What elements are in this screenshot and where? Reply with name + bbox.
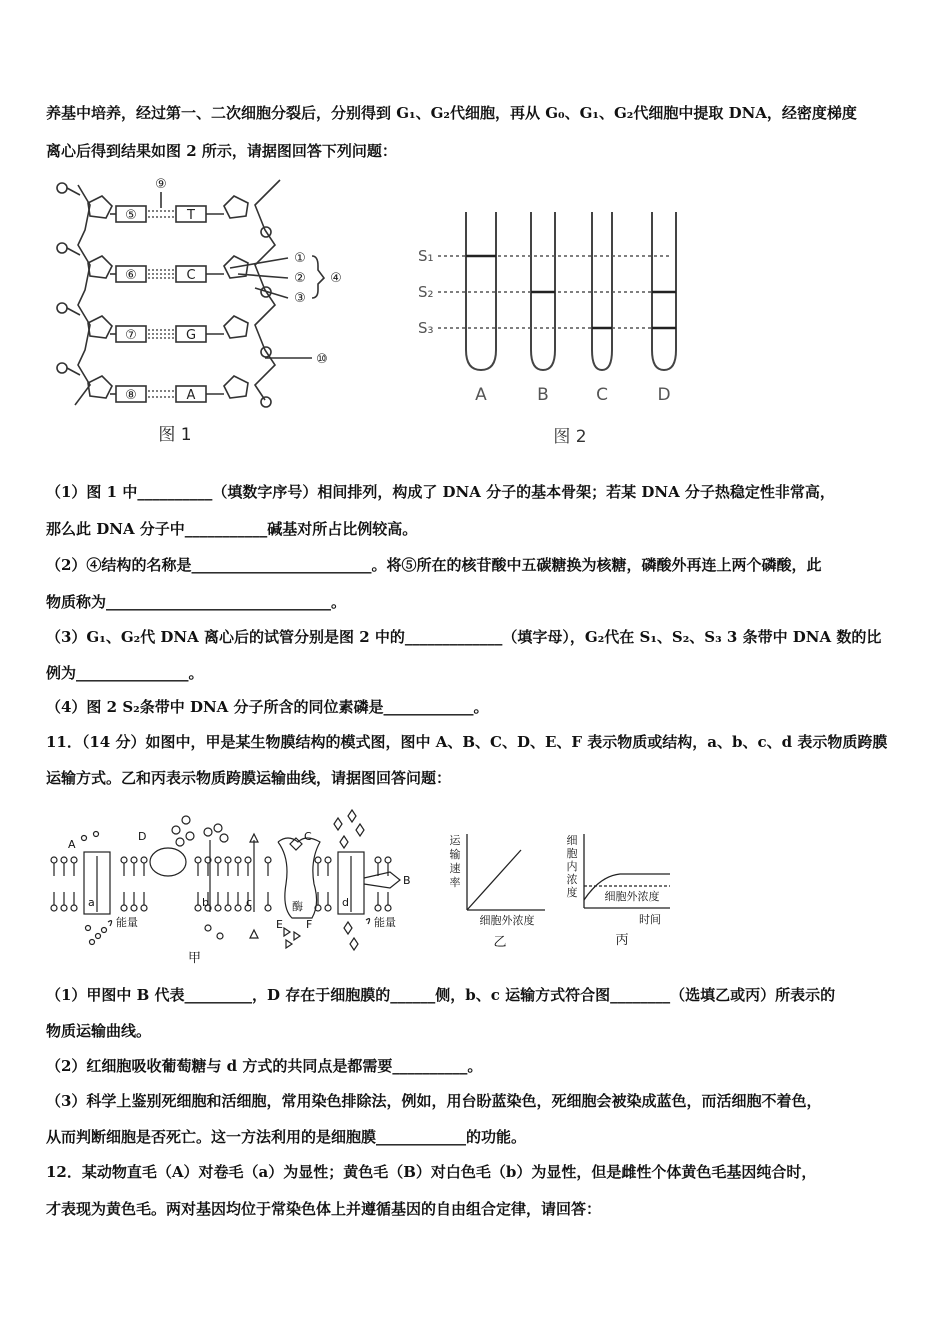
base-g: G bbox=[185, 328, 197, 343]
band-s2: S₂ bbox=[418, 283, 434, 301]
label-6: ⑥ bbox=[125, 268, 137, 283]
yi-y-label-4: 率 bbox=[449, 876, 461, 889]
bing-mid-label: 细胞外浓度 bbox=[604, 890, 660, 903]
figure-membrane-jia bbox=[48, 800, 428, 970]
base-c: C bbox=[186, 268, 196, 283]
bing-x-label: 时间 bbox=[639, 913, 661, 926]
bing-y-label-1: 细 bbox=[566, 834, 578, 847]
q11-part2: （2）红细胞吸收葡萄糖与 d 方式的共同点是都需要__________。 bbox=[46, 1057, 483, 1075]
figure-bing-graph bbox=[560, 830, 680, 950]
label-d: d bbox=[342, 896, 349, 909]
q10-part3-line2: 例为_______________。 bbox=[46, 664, 204, 682]
label-9: ⑨ bbox=[155, 177, 167, 192]
band-s1: S₁ bbox=[418, 247, 434, 265]
figure-yi-caption: 乙 bbox=[493, 935, 507, 950]
yi-y-label-1: 运 bbox=[449, 834, 461, 847]
q11-part3-line2: 从而判断细胞是否死亡。这一方法利用的是细胞膜____________的功能。 bbox=[46, 1128, 527, 1146]
q11-part3-line1: （3）科学上鉴别死细胞和活细胞，常用染色排除法，例如，用台盼蓝染色，死细胞会被染成蓝色，而活细胞不着色， bbox=[46, 1092, 822, 1110]
energy-label-2: 能量 bbox=[374, 916, 396, 929]
label-8: ⑧ bbox=[125, 388, 137, 403]
q11-part1-line1: （1）甲图中 B 代表_________，D 存在于细胞膜的______侧，b、c 运输方式符合图________（选填乙或丙）所表示的 bbox=[46, 986, 836, 1004]
label-A: A bbox=[68, 838, 76, 851]
tube-c-label: C bbox=[596, 385, 608, 405]
tube-d-label: D bbox=[657, 385, 671, 405]
q10-part4: （4）图 2 S₂条带中 DNA 分子所含的同位素磷是____________。 bbox=[46, 698, 489, 716]
figure-yi-graph bbox=[445, 830, 555, 950]
figure-1-caption: 图 1 bbox=[158, 425, 192, 445]
enzyme-label: 酶 bbox=[292, 900, 303, 913]
intro-line-2: 离心后得到结果如图 2 所示，请据图回答下列问题： bbox=[46, 142, 397, 160]
label-5: ⑤ bbox=[125, 208, 137, 223]
q11-title-line2: 运输方式。乙和丙表示物质跨膜运输曲线，请据图回答问题： bbox=[46, 769, 452, 787]
bing-y-label-4: 浓 bbox=[566, 873, 578, 886]
base-a: A bbox=[186, 388, 196, 403]
q11-part1-line2: 物质运输曲线。 bbox=[46, 1022, 152, 1040]
yi-y-label-3: 速 bbox=[449, 862, 461, 875]
intro-line-1: 养基中培养，经过第一、二次细胞分裂后，分别得到 G₁、G₂代细胞，再从 G₀、G₁、G₂代细胞中提取 DNA，经密度梯度 bbox=[46, 104, 857, 122]
label-b: b bbox=[202, 896, 209, 909]
label-4: ④ bbox=[330, 271, 342, 286]
bing-y-label-3: 内 bbox=[566, 860, 578, 873]
q10-part1-line2: 那么此 DNA 分子中___________碱基对所占比例较高。 bbox=[46, 520, 418, 538]
label-a: a bbox=[88, 896, 95, 909]
energy-label-1: 能量 bbox=[116, 916, 138, 929]
label-7: ⑦ bbox=[125, 328, 137, 343]
tube-b-label: B bbox=[537, 385, 549, 405]
base-t: T bbox=[187, 208, 195, 223]
label-C: C bbox=[304, 830, 312, 843]
q10-part3-line1: （3）G₁、G₂代 DNA 离心后的试管分别是图 2 中的_____________（填字母），G₂代在 S₁、S₂、S₃ 3 条带中 DNA 数的比 bbox=[46, 628, 882, 646]
bing-y-label-2: 胞 bbox=[566, 847, 578, 860]
label-D: D bbox=[138, 830, 147, 843]
q10-part2-line2: 物质称为______________________________。 bbox=[46, 593, 347, 611]
q10-part2-line1: （2）④结构的名称是________________________。将⑤所在的核苷酸中五碳糖换为核糖，磷酸外再连上两个磷酸，此 bbox=[46, 556, 822, 574]
q12-line1: 12．某动物直毛（A）对卷毛（a）为显性；黄色毛（B）对白色毛（b）为显性，但是雌性个体黄色毛基因纯合时， bbox=[46, 1163, 817, 1181]
q10-part1-line1: （1）图 1 中__________（填数字序号）相间排列，构成了 DNA 分子的基本骨架；若某 DNA 分子热稳定性非常高， bbox=[46, 483, 835, 501]
band-s3: S₃ bbox=[418, 319, 434, 337]
q12-line2: 才表现为黄色毛。两对基因均位于常染色体上并遵循基因的自由组合定律，请回答： bbox=[46, 1200, 602, 1218]
label-E: E bbox=[276, 918, 283, 931]
label-F: F bbox=[306, 918, 313, 931]
figure-2-centrifuge-tubes bbox=[410, 200, 700, 450]
yi-x-label: 细胞外浓度 bbox=[479, 914, 535, 927]
label-2: ② bbox=[294, 271, 306, 286]
figure-1-dna-structure bbox=[50, 170, 360, 450]
label-c: c bbox=[246, 896, 253, 909]
tube-a-label: A bbox=[475, 385, 487, 405]
label-1: ① bbox=[294, 251, 306, 266]
figure-jia-caption: 甲 bbox=[188, 951, 202, 966]
figure-bing-caption: 丙 bbox=[615, 933, 629, 948]
figure-2-caption: 图 2 bbox=[553, 427, 587, 447]
label-3: ③ bbox=[294, 291, 306, 306]
yi-y-label-2: 输 bbox=[449, 848, 461, 861]
label-10: ⑩ bbox=[316, 352, 328, 367]
q11-title-line1: 11．（14 分）如图中，甲是某生物膜结构的模式图，图中 A、B、C、D、E、F 表示物质或结构，a、b、c、d 表示物质跨膜 bbox=[46, 733, 888, 751]
bing-y-label-5: 度 bbox=[566, 886, 578, 899]
label-B: B bbox=[403, 874, 411, 887]
